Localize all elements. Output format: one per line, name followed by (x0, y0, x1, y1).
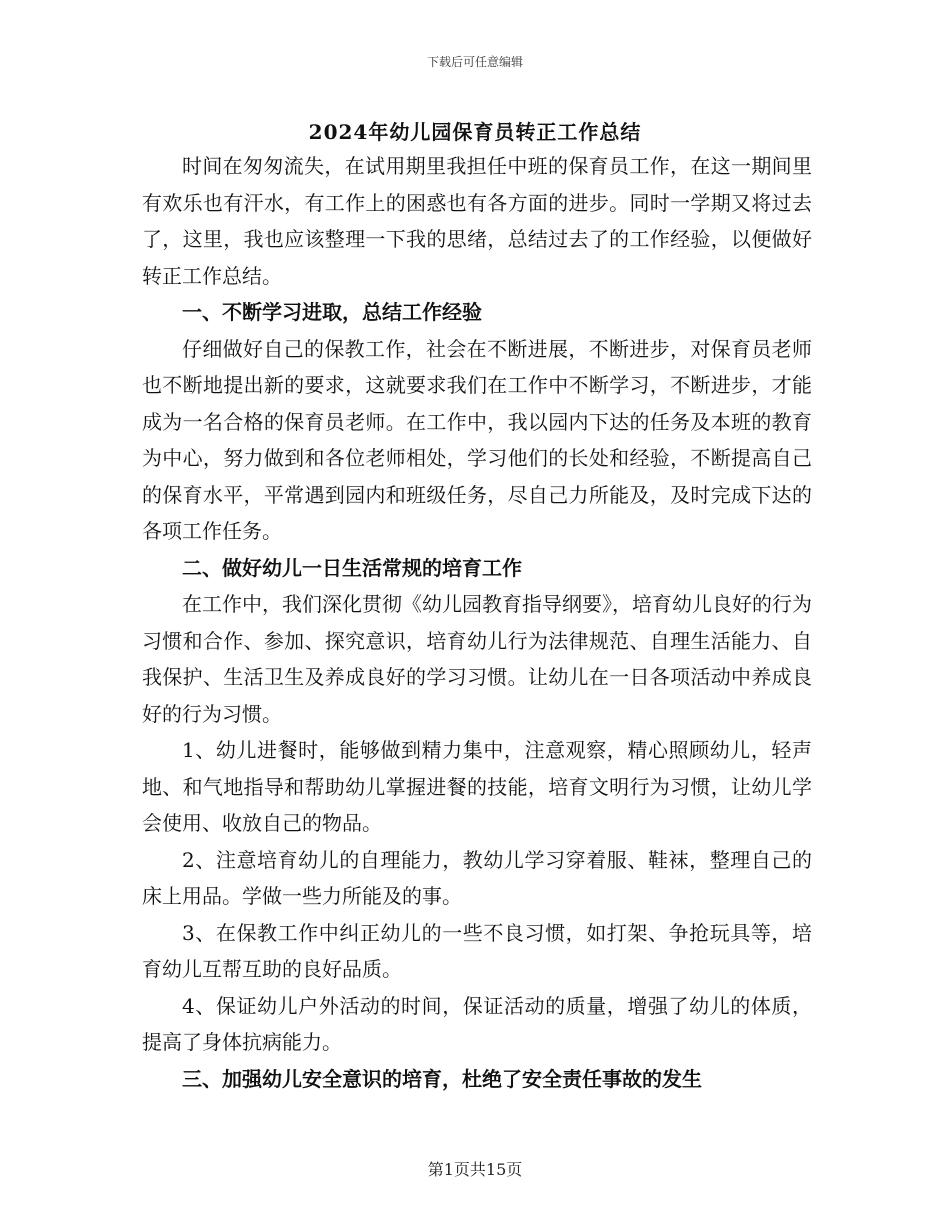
page-number: 第1页共15页 (427, 1160, 523, 1179)
list-item-paragraph: 2、注意培育幼儿的自理能力，教幼儿学习穿着服、鞋袜，整理自己的床上用品。学做一些力所能及的事。 (142, 847, 812, 908)
list-item-paragraph: 3、在保教工作中纠正幼儿的一些不良习惯，如打架、争抢玩具等，培育幼儿互帮互助的良好品质。 (142, 920, 812, 981)
list-item-paragraph: 4、保证幼儿户外活动的时间，保证活动的质量，增强了幼儿的体质，提高了身体抗病能力。 (142, 993, 812, 1054)
list-item-paragraph: 1、幼儿进餐时，能够做到精力集中，注意观察，精心照顾幼儿，轻声地、和气地指导和帮助幼儿掌握进餐的技能，培育文明行为习惯，让幼儿学会使用、收放自己的物品。 (142, 738, 812, 835)
header-note: 下载后可任意编辑 (426, 55, 523, 69)
section-heading-2: 二、做好幼儿一日生活常规的培育工作 (182, 555, 522, 580)
intro-paragraph: 时间在匆匆流失，在试用期里我担任中班的保育员工作，在这一期间里有欢乐也有汗水，有工作上的困惑也有各方面的进步。同时一学期又将过去了，这里，我也应该整理一下我的思绪，总结过去了的工作经验，以便做好转正工作总结。 (142, 154, 812, 288)
body-paragraph: 在工作中，我们深化贯彻《幼儿园教育指导纲要》，培育幼儿良好的行为习惯和合作、参加、探究意识，培育幼儿行为法律规范、自理生活能力、自我保护、生活卫生及养成良好的学习习惯。让幼儿在一日各项活动中养成良好的行为习惯。 (142, 592, 812, 726)
section-heading-3: 三、加强幼儿安全意识的培育，杜绝了安全责任事故的发生 (182, 1066, 702, 1091)
body-paragraph: 仔细做好自己的保教工作，社会在不断进展，不断进步，对保育员老师也不断地提出新的要求，这就要求我们在工作中不断学习，不断进步，才能成为一名合格的保育员老师。在工作中，我以园内下达的任务及本班的教育为中心，努力做到和各位老师相处，学习他们的长处和经验，不断提高自己的保育水平，平常遇到园内和班级任务，尽自己力所能及，及时完成下达的各项工作任务。 (142, 336, 812, 543)
document-title: 2024年幼儿园保育员转正工作总结 (308, 120, 642, 144)
document-body (142, 148, 812, 1097)
section-heading-1: 一、不断学习进取，总结工作经验 (182, 300, 482, 324)
